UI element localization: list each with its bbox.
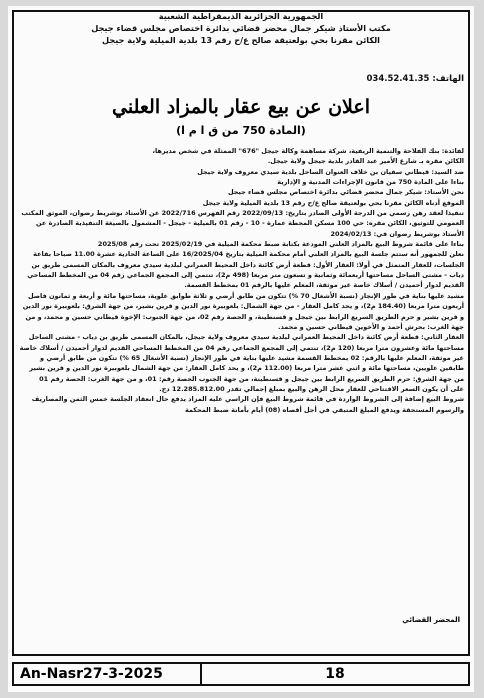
office-phone: الهاتف: 034.52.41.35 <box>366 74 464 84</box>
paragraph: العقار الثاني: قطعة أرض كائنة داخل المحيط العمراني لبلدية سيدي معروف ولاية جيجل، بالمكان المسمى طريق بن دياب - مشتى الساحل مساحتها مائة وعشرون مترا مربعا (120 م2)، تنتمي إلى المجمع الجماعي رقم 04 من المخطط المساحي القديم لدوار أحميدن / أسلاك خاصة غير موثقة، المعلم عليها بالرقم: 02 بمخطط القسمة مشيد عليها بناية في طور الإنجاز (نسبة الأشغال 65 %) تتكون من طابق أرضي و طابقين علويين، مساحتها مائة و اثني عشر مترا مربعا (112.00 م2)، و يحد كامل العقار: من جهة الشمال بلعوبيرة نور الدين و قرين بشير من جهة الشرق: حرم الطريق السريع الرابط بين جيجل و قسنطينة، من جهة الجنوب الحصة رقم: 01، و من جهة الغرب: الحصة رقم 01 <box>19 333 464 383</box>
paragraph: لفائدة: بنك الفلاحة والتنمية الريفية، شركة مساهمة وكالة جيجل "676" الممثلة في شخص مديرها، <box>152 147 464 155</box>
notice-body <box>18 146 464 415</box>
paragraph: شروط البيع إضافة إلى الشروط الواردة في قائمة شروط البيع فإن الراسي عليه المزاد يدفع حال انعقاد الجلسة خمس الثمن والمصاريف والرسوم المستحقة ويدفع المبلغ المتبقي في أجل أقصاه (08) أيام بأمانة ضبط المحكمة <box>31 395 464 414</box>
footer-box <box>12 662 470 686</box>
page-footer <box>12 660 470 688</box>
notice-title: اعلان عن بيع عقار بالمزاد العلني <box>112 96 370 118</box>
publication-date: An-Nasr27-3-2025 <box>20 666 163 682</box>
paragraph: بناءا على المادة 750 من قانون الإجراءات المدنية و الإدارية <box>277 178 464 187</box>
notice-header <box>18 10 464 46</box>
office-address: الكائن مقرنا بحي بولعتيقة صالح ع/ح رقم 13 بلدية الميلية ولاية جيجل <box>101 35 380 45</box>
paragraph: الكائن مقره بـ شارع الأمير عبد القادر بلدية جيجل ولاية جيجل. <box>267 157 464 166</box>
paragraph: ضد السيد: قيطاني سفيان بن خلاف العنوان الساحل بلدية سيدي معروف ولاية جيجل <box>197 167 464 176</box>
paragraph: مشيد عليها بناية في طور الإنجاز (نسبة الأشغال 70 %) تتكون من طابق أرضي و ثلاثة طوابق علوية، مساحتها مائة و أربعة و ثمانون فاصل أربعون مترا مربعا (184.40 م2)، و يحد كامل العقار - من جهة الشمال: بلعوبيرة نور الدين و قرين بشير، من جهة الشرق: بلعوبيرة نور الدين و قرين بشير و حرم الطريق السريع الرابط بين جيجل و قسنطينة، و الحصة رقم 02، من جهة الجنوب: الإخوة قيطاني حسين و محمد، و من جهة الغرب: بحرش أحمد و الأخوين قيطاني حسين و محمد. <box>22 291 464 331</box>
paragraph: بناءا على قائمة شروط البيع بالمزاد العلني المودعة بكتابة ضبط محكمة الميلية في 2025/02/19 تحت رقم 2025/08 <box>97 240 464 249</box>
signature-label: المحضر القضائي <box>402 616 460 624</box>
page-number: 18 <box>325 666 345 682</box>
paragraph: نعلن للجمهور أنه ستتم جلسة البيع بالمزاد العلني أمام محكمة الميلية بتاريخ 16/2025/04 على الساعة الحادية عشرة 11.00 صباحا بقاعة الجلسات، للعقار المتمثل في أولا: العقار الأول: قطعة أرض كائنة داخل المحيط العمراني لبلدية سيدي معروف بالمكان المسمى طريق بن دياب - مشتى الساحل مساحتها أربعمائة وثمانية و تسعون متر مربعا (498 م2)، تنتمي إلى المجمع الجماعي رقم 04 من المخطط المساحي القديم لدوار أحميدن / أسلاك خاصة غير موثقة، المعلم عليها بالرقم 01 بمخطط القسمة. <box>27 250 464 290</box>
newspaper-page <box>8 6 474 692</box>
paragraph: نحن الأستاذ: شيكر جمال محضر قضائي بدائرة اختصاص مجلس قضاء جيجل <box>227 188 464 197</box>
republic-name: الجمهورية الجزائرية الديمقراطية الشعبية <box>158 11 324 21</box>
legal-article: (المادة 750 من ق ا م ا) <box>176 124 306 137</box>
paragraph: الموقع أدناه الكائن مقرنا بحي بولعتيقة صالح ع/ح رقم 13 بلدية الميلية ولاية جيجل <box>202 198 464 207</box>
office-name: مكتب الأستاذ شيكر جمال محضر قضائي بدائرة اختصاص مجلس قضاء جيجل <box>91 23 391 33</box>
paragraph: تنفيذا لعقد رهن رسمي من الدرجة الأولى الصادر بتاريخ: 2022/09/13 رقم الفهرس 2022/716 عن الأستاذ بوشريط رضوان، الموثق المكتب العمومي للتوثيق، الكائن مقره: حي 100 مسكن المحطة عمارة - 10 - رقم 01 بالميلية - جيجل - المشمول بالصيغة التنفيذية الصادرة عن الأستاذ بوشريط رضوان في: 2024/02/13 <box>21 209 464 238</box>
paragraph: على أن يكون السعر الافتتاحي للعقار محل الرهن والبيع بمبلغ إجمالي تقدر 12.285.812.00 دج. <box>159 384 464 393</box>
